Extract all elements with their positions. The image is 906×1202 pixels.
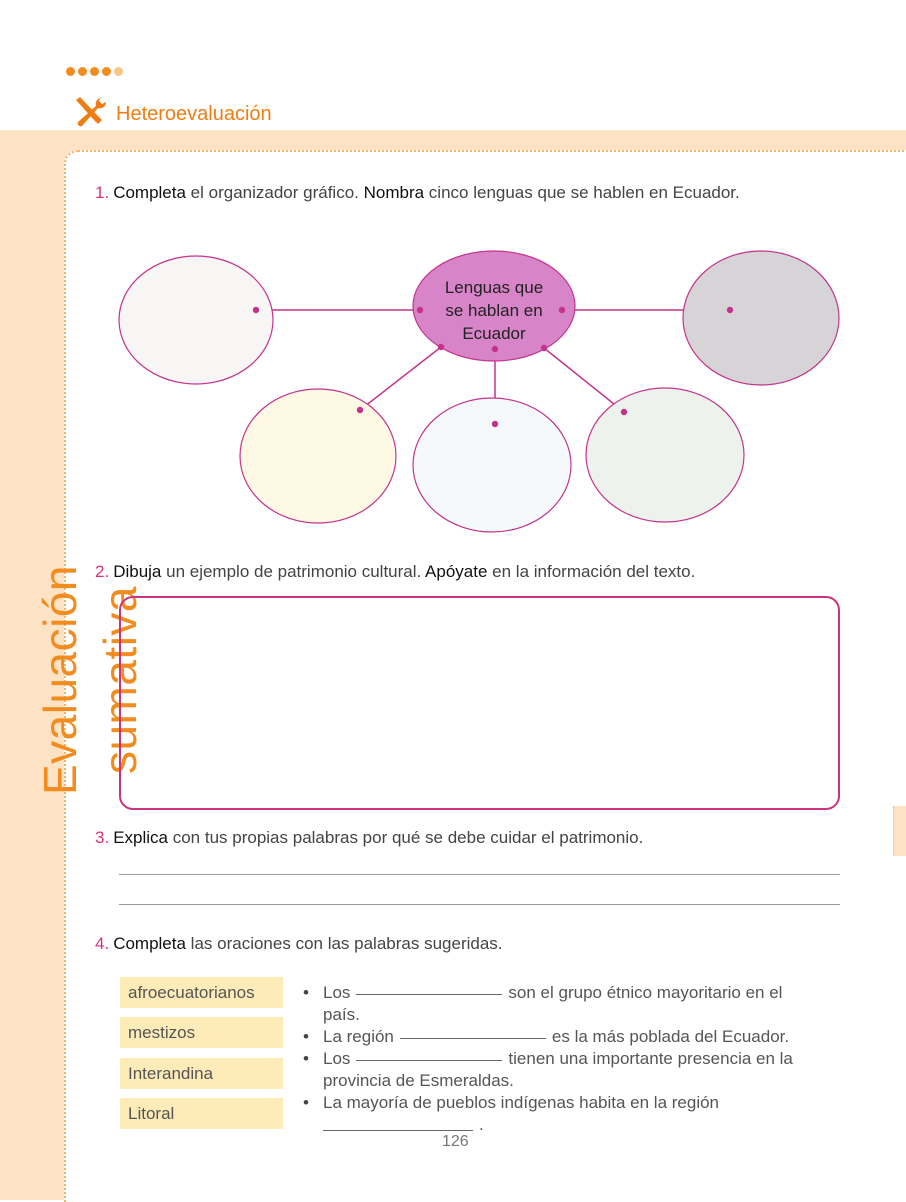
word-option: mestizos bbox=[120, 1017, 283, 1048]
question-number: 1. bbox=[95, 183, 110, 202]
question-3 bbox=[95, 828, 643, 848]
answer-line[interactable] bbox=[119, 904, 840, 905]
sentence-text: son el grupo étnico mayoritario en el bbox=[508, 983, 783, 1002]
sentence-text: La mayoría de pueblos indígenas habita en la región bbox=[323, 1093, 720, 1112]
sentence-text: Los bbox=[323, 983, 351, 1002]
sentence-item bbox=[303, 1026, 823, 1048]
answer-line[interactable] bbox=[119, 874, 840, 875]
word-option: Litoral bbox=[120, 1098, 283, 1129]
question-text: con tus propias palabras por qué se debe cuidar el patrimonio. bbox=[168, 828, 644, 847]
question-verb: Apóyate bbox=[425, 562, 488, 581]
question-verb: Completa bbox=[113, 183, 186, 202]
question-text: las oraciones con las palabras sugeridas. bbox=[185, 934, 503, 953]
page-number: 126 bbox=[442, 1133, 469, 1150]
question-text: el organizador gráfico. bbox=[185, 183, 364, 202]
fill-blank[interactable] bbox=[400, 1037, 546, 1039]
question-2 bbox=[95, 562, 695, 582]
center-label-line: Lenguas que bbox=[444, 278, 544, 297]
question-text: en la información del texto. bbox=[487, 562, 696, 581]
sentence-item bbox=[303, 1092, 823, 1136]
sentence-list bbox=[303, 982, 823, 1136]
question-4 bbox=[95, 934, 503, 954]
word-option: Interandina bbox=[120, 1058, 283, 1089]
answer-bubble-bottom-left[interactable] bbox=[240, 389, 396, 523]
sentence-text: país. bbox=[323, 1005, 360, 1024]
fill-blank[interactable] bbox=[323, 1129, 473, 1131]
drawing-area[interactable] bbox=[119, 596, 840, 810]
question-verb: Dibuja bbox=[113, 562, 162, 581]
sentence-text: provincia de Esmeraldas. bbox=[323, 1071, 514, 1090]
answer-bubble-left[interactable] bbox=[119, 256, 273, 384]
question-number: 4. bbox=[95, 934, 110, 953]
section-title: Heteroevaluación bbox=[116, 103, 272, 125]
question-number: 2. bbox=[95, 562, 110, 581]
question-text: cinco lenguas que se hablen en Ecuador. bbox=[424, 183, 740, 202]
center-bubble-label bbox=[414, 276, 574, 345]
sentence-text: Los bbox=[323, 1049, 351, 1068]
word-option: afroecuatorianos bbox=[120, 977, 283, 1008]
question-text: un ejemplo de patrimonio cultural. bbox=[161, 562, 426, 581]
answer-bubble-bottom-right[interactable] bbox=[586, 388, 744, 522]
sentence-text: . bbox=[479, 1115, 484, 1134]
sentence-text: tienen una importante presencia en la bbox=[508, 1049, 793, 1068]
fill-blank[interactable] bbox=[356, 993, 502, 995]
sentence-item bbox=[303, 982, 823, 1026]
sentence-text: es la más poblada del Ecuador. bbox=[551, 1027, 790, 1046]
answer-bubble-right[interactable] bbox=[683, 251, 839, 385]
center-label-line: se hablan en bbox=[445, 301, 543, 320]
sentence-text: La región bbox=[323, 1027, 394, 1046]
side-title: Evaluación sumativa bbox=[34, 564, 146, 796]
right-tab bbox=[893, 806, 906, 856]
center-label-line: Ecuador bbox=[462, 324, 526, 343]
question-verb: Nombra bbox=[363, 183, 425, 202]
answer-bubble-bottom-middle[interactable] bbox=[413, 398, 571, 532]
fill-blank[interactable] bbox=[356, 1059, 502, 1061]
sentence-item bbox=[303, 1048, 823, 1092]
question-verb: Explica bbox=[113, 828, 168, 847]
question-number: 3. bbox=[95, 828, 110, 847]
question-verb: Completa bbox=[113, 934, 186, 953]
